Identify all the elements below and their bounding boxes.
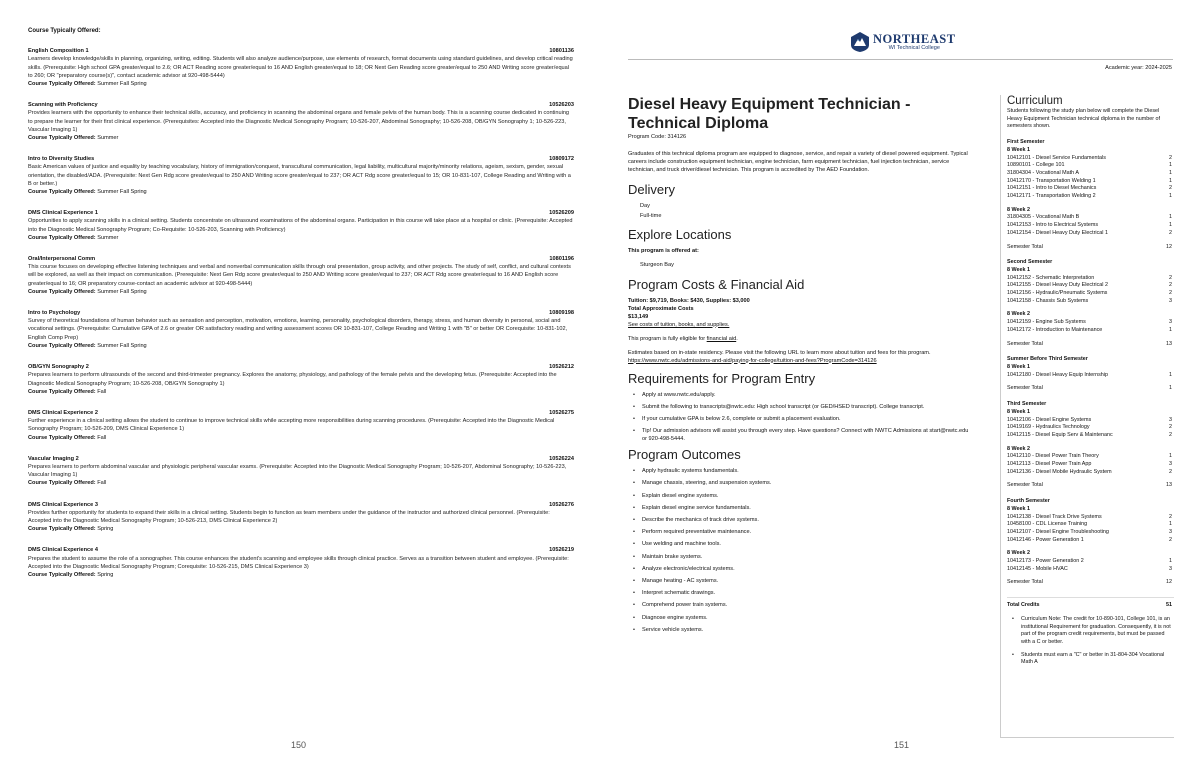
- curriculum-credits: 1: [1169, 371, 1172, 378]
- course-description: Prepares learners to perform ultrasounds of the second and third-trimester pregnancy. Explores the anatomy, physiology, and pathology of the female pelvis and the developing fetus. (Prerequisite: Accepted into the Diagnostic Medical Sonography Program; 10-526-208, OB/GYN Sonography 1): [28, 372, 557, 387]
- course-offered-label: Course Typically Offered:: [28, 480, 96, 487]
- curriculum-course: 10412170 - Transportation Welding 1: [1007, 177, 1096, 184]
- curriculum-credits: 3: [1169, 416, 1172, 423]
- curriculum-row: [1007, 230, 1174, 238]
- curriculum-course: 10412180 - Diesel Heavy Equip Internship: [1007, 371, 1108, 378]
- course-code: 10526224: [549, 455, 574, 462]
- curriculum-course: 10419169 - Hydraulics Technology: [1007, 424, 1090, 431]
- outcomes-heading: Program Outcomes: [628, 447, 741, 463]
- curriculum-row: [1007, 178, 1174, 186]
- curriculum-row: [1007, 514, 1174, 522]
- outcome-item: • Manage heating - AC systems.: [632, 577, 973, 585]
- semester-section: [1007, 259, 1174, 348]
- semester-total-label: Semester Total: [1007, 579, 1043, 586]
- curriculum-course: 10412173 - Power Generation 2: [1007, 558, 1084, 565]
- curriculum-credits: 2: [1169, 290, 1172, 297]
- curriculum-credits: 2: [1169, 513, 1172, 520]
- course-header: [28, 455, 574, 463]
- tuition-line: Tuition: $9,719, Books: $430, Supplies: $3,000: [628, 297, 750, 304]
- week-label: 8 Week 2: [1007, 445, 1030, 452]
- outcome-item: • Analyze electronic/electrical systems.: [632, 565, 973, 573]
- curriculum-credits: 1: [1169, 222, 1172, 229]
- outcome-item: • Diagnose engine systems.: [632, 614, 973, 622]
- semester-total-label: Semester Total: [1007, 243, 1043, 250]
- semester-section: [1007, 401, 1174, 490]
- curriculum-course: 10412158 - Chassis Sub Systems: [1007, 297, 1089, 304]
- course-name: DMS Clinical Experience 3: [28, 501, 98, 508]
- curriculum-heading: Curriculum: [1007, 95, 1063, 107]
- delivery-item: Day: [640, 203, 650, 209]
- course-entry: [28, 409, 574, 442]
- curriculum-row: [1007, 537, 1174, 545]
- header-divider: [628, 59, 1173, 60]
- outcome-item: • Interpret schematic drawings.: [632, 589, 973, 597]
- outcome-item: • Apply hydraulic systems fundamentals.: [632, 467, 973, 475]
- course-header: [28, 501, 574, 509]
- outcome-item: • Comprehend power train systems.: [632, 601, 973, 609]
- curriculum-credits: 3: [1169, 319, 1172, 326]
- course-offered-label: Course Typically Offered:: [28, 189, 96, 196]
- curriculum-row: [1007, 298, 1174, 306]
- curriculum-credits: 1: [1169, 162, 1172, 169]
- semester-section: [1007, 139, 1174, 251]
- curriculum-credits: 2: [1169, 424, 1172, 431]
- course-code: 10801196: [549, 256, 574, 263]
- curriculum-course: 10412172 - Introduction to Maintenance: [1007, 326, 1103, 333]
- logo-subtitle: WI Technical College: [888, 45, 940, 51]
- curriculum-credits: 2: [1169, 229, 1172, 236]
- outcome-item: • Use welding and machine tools.: [632, 540, 973, 548]
- course-entry: [28, 155, 574, 196]
- course-name: DMS Clinical Experience 1: [28, 210, 98, 217]
- course-name: Oral/Interpersonal Comm: [28, 256, 96, 263]
- curriculum-row: [1007, 566, 1174, 574]
- curriculum-row: [1007, 275, 1174, 283]
- locations-list: [628, 261, 973, 271]
- curriculum-row: [1007, 424, 1174, 432]
- curriculum-course: 10412154 - Diesel Heavy Duty Electrical 1: [1007, 229, 1108, 236]
- curriculum-note: • Students must earn a "C" or better in 31-804-304 Vocational Math A: [1011, 652, 1174, 667]
- curriculum-course: 10412115 - Diesel Equip Serv & Maintenanc: [1007, 431, 1113, 438]
- curriculum-row: [1007, 290, 1174, 298]
- outcome-item: • Manage chassis, steering, and suspension systems.: [632, 479, 973, 487]
- program-intro: Graduates of this technical diploma program are equipped to diagnose, service, and repair a variety of diesel powered equipment. Typical careers include construction equipment technician, engine technician, farm equipment technician, fuel injection technician, service technician, and truck driver/diesel technician. This program is accredited by The AED Foundation.: [628, 151, 968, 173]
- curriculum-course: 10412106 - Diesel Engine Systems: [1007, 416, 1092, 423]
- page-number: 150: [291, 740, 307, 750]
- course-name: Vascular Imaging 2: [28, 455, 79, 462]
- course-header: [28, 309, 574, 317]
- course-entry: [28, 209, 574, 242]
- course-code: 10526203: [549, 102, 574, 109]
- course-name: Scanning with Proficiency: [28, 102, 98, 109]
- requirement-item: • Submit the following to transcripts@nwtc.edu: High school transcript (or GED/HSED transcript). College transcript.: [632, 403, 973, 411]
- course-code: 10526212: [549, 364, 574, 371]
- program-details: [628, 95, 973, 638]
- course-code: 10809198: [549, 310, 574, 317]
- curriculum-credits: 3: [1169, 297, 1172, 304]
- course-entry: [28, 363, 574, 396]
- semester-total-value: 13: [1166, 482, 1172, 489]
- curriculum-credits: 3: [1169, 461, 1172, 468]
- course-offered-value: Fall: [97, 480, 107, 487]
- course-offered: [28, 571, 574, 579]
- curriculum-course: 10412113 - Diesel Power Train App: [1007, 461, 1092, 468]
- curriculum-row: [1007, 319, 1174, 327]
- curriculum-row: [1007, 417, 1174, 425]
- curriculum-row: [1007, 521, 1174, 529]
- semester-total-label: Semester Total: [1007, 385, 1043, 392]
- course-offered: [28, 80, 574, 88]
- course-offered-value: Spring: [97, 571, 114, 578]
- curriculum-row: [1007, 162, 1174, 170]
- course-entry: [28, 501, 574, 534]
- course-offered-label: Course Typically Offered:: [28, 434, 96, 441]
- curriculum-row: [1007, 170, 1174, 178]
- semester-total-value: 12: [1166, 243, 1172, 250]
- requirements-heading: Requirements for Program Entry: [628, 370, 816, 386]
- course-entry: [28, 309, 574, 350]
- curriculum-intro: Students following the study plan below will complete the Diesel Heavy Equipment Technician technical diploma in the number of semesters shown.: [1007, 108, 1161, 130]
- course-entry: [28, 455, 574, 488]
- semester-total-row: [1007, 341, 1174, 349]
- course-entry: [28, 546, 574, 579]
- course-description: Prepares learners to perform abdominal vascular and physiologic peripheral vascular exams. (Prerequisite: Accepted into the Diagnostic Medical Sonography Program; 10-526-207, Abdominal Sonography; 10-526-223, Vascular Imaging 1): [28, 463, 567, 479]
- curriculum-course: 10458100 - CDL License Training: [1007, 521, 1088, 528]
- total-costs-value: $13,149: [628, 313, 649, 320]
- estimate-note: Estimates based on in-state residency. Please visit the following URL to learn more about tuition and fees for this program.: [628, 349, 931, 356]
- semester-total-label: Semester Total: [1007, 340, 1043, 347]
- course-offered: [28, 234, 574, 242]
- curriculum-credits: 1: [1169, 214, 1172, 221]
- curriculum-course: 10412156 - Hydraulic/Pneumatic Systems: [1007, 290, 1108, 297]
- course-offered-label: Course Typically Offered:: [28, 135, 96, 142]
- course-code: 10526275: [549, 409, 574, 416]
- course-code: 10801136: [549, 48, 574, 55]
- requirements-list: [628, 391, 973, 444]
- semester-total-row: [1007, 579, 1174, 587]
- curriculum-row: [1007, 193, 1174, 201]
- course-offered: [28, 134, 574, 142]
- curriculum-course: 31804305 - Vocational Math B: [1007, 214, 1080, 221]
- course-offered-label: Course Typically Offered:: [28, 526, 96, 533]
- program-code: Program Code: 314126: [628, 134, 687, 140]
- course-offered: [28, 188, 574, 196]
- total-credits-label: Total Credits: [1007, 602, 1040, 609]
- course-offered: [28, 479, 574, 487]
- week-label: 8 Week 1: [1007, 363, 1030, 370]
- week-label: 8 Week 1: [1007, 408, 1030, 415]
- course-name: Intro to Diversity Studies: [28, 156, 95, 163]
- course-header: [28, 255, 574, 263]
- course-name: DMS Clinical Experience 4: [28, 547, 98, 554]
- course-offered-label: Course Typically Offered:: [28, 288, 96, 295]
- curriculum-credits: 1: [1169, 326, 1172, 333]
- course-description: Survey of theoretical foundations of human behavior such as sensation and perception, motivation, emotions, learning, personality, psychological disorders, therapy, stress, and human diversity in personal, social and vocational settings. (Prerequisite: Cumulative GPA of 2.6 or greater OR satisfactory reading and writing assessment scores OR 10-831-107, College Reading and Writing 1 with "B" or better OR Corequisite: 10-831-102, English Comp Prep): [28, 318, 568, 341]
- curriculum-row: [1007, 461, 1174, 469]
- semester-total-label: Semester Total: [1007, 482, 1043, 489]
- curriculum-credits: 1: [1169, 169, 1172, 176]
- program-title: Diesel Heavy Equipment Technician - Technical Diploma: [628, 96, 911, 132]
- curriculum-row: [1007, 529, 1174, 537]
- course-offered-label: Course Typically Offered:: [28, 571, 96, 578]
- total-costs-label: Total Approximate Costs: [628, 305, 694, 312]
- total-credits-row: [1007, 597, 1174, 610]
- outcome-item: • Explain diesel engine systems.: [632, 492, 973, 500]
- course-entry: [28, 47, 574, 88]
- week-label: 8 Week 2: [1007, 311, 1030, 318]
- course-offered-value: Summer Fall Spring: [97, 342, 147, 349]
- course-header: [28, 363, 574, 371]
- course-offered-label: Course Typically Offered:: [28, 388, 96, 395]
- course-description: Provides learners with the opportunity to enhance their technical skills, accuracy, and proficiency in scanning the abdominal organs and female pelvis of the human body. This is a scanning course dedicated in continuing to prepare the learner for their first clinical experience. (Prerequisites: Accepted into the Diagnostic Medical Sonography Program; 10-526-207, Abdominal Sonography; 10-526-208, OB/GYN Sonography 1; 10-526-223, Vascular Imaging 1): [28, 110, 570, 133]
- semester-name: Third Semester: [1007, 401, 1047, 408]
- location-item: Sturgeon Bay: [640, 262, 674, 268]
- course-name: Intro to Psychology: [28, 310, 81, 317]
- costs-link[interactable]: See costs of tuition, books, and supplies.: [628, 321, 730, 328]
- course-offered-value: Fall: [97, 388, 107, 395]
- locations-heading: Explore Locations: [628, 227, 732, 242]
- week-label: 8 Week 2: [1007, 550, 1030, 557]
- course-header: [28, 409, 574, 417]
- course-header: [28, 209, 574, 217]
- tuition-url-link[interactable]: https://www.nwtc.edu/admissions-and-aid/paying-for-college/tuition-and-fees?ProgramCode=314126: [628, 357, 877, 364]
- course-offered-value: Summer Fall Spring: [97, 81, 147, 88]
- curriculum-row: [1007, 282, 1174, 290]
- semester-total-row: [1007, 385, 1174, 393]
- financial-aid-link[interactable]: financial aid: [706, 335, 737, 342]
- logo-name: NORTHEAST: [873, 32, 956, 46]
- course-description: Provides further opportunity for students to expand their skills in a clinical setting. Students begin to function as team members under the guidance of the instructor and authorized clinical personnel. (Prerequisite: Accepted into the Diagnostic Medical Sonography Program; 10-526-213, DMS Clinical Experience 2): [28, 509, 550, 524]
- course-offered-value: Summer: [97, 135, 119, 142]
- curriculum-row: [1007, 214, 1174, 222]
- course-code: 10526276: [549, 501, 574, 508]
- outcome-item: • Explain diesel engine service fundamentals.: [632, 504, 973, 512]
- offered-at-label: This program is offered at:: [628, 248, 699, 254]
- curriculum-notes: [1007, 616, 1174, 667]
- course-list: [28, 27, 574, 592]
- semester-total-value: 12: [1166, 579, 1172, 586]
- curriculum-course: 10412155 - Diesel Heavy Duty Electrical 2: [1007, 282, 1108, 289]
- outcome-item: • Perform required preventative maintenance.: [632, 528, 973, 536]
- curriculum-course: 10412145 - Mobile HVAC: [1007, 565, 1068, 572]
- right-page: [600, 0, 1200, 776]
- course-offered-value: Spring: [97, 526, 114, 533]
- course-offered: [28, 342, 574, 350]
- course-offered-value: Summer Fall Spring: [97, 288, 147, 295]
- course-entry: [28, 255, 574, 296]
- course-offered-value: Fall: [97, 434, 107, 441]
- semester-total-value: 13: [1166, 340, 1172, 347]
- curriculum-credits: 2: [1169, 185, 1172, 192]
- week-label: 8 Week 2: [1007, 206, 1030, 213]
- curriculum-row: [1007, 185, 1174, 193]
- curriculum-credits: 3: [1169, 565, 1172, 572]
- course-offered-value: Summer Fall Spring: [97, 189, 147, 196]
- curriculum-credits: 1: [1169, 177, 1172, 184]
- curriculum-credits: 2: [1169, 536, 1172, 543]
- curriculum-course: 10412171 - Transportation Welding 2: [1007, 193, 1096, 200]
- outcome-item: • Maintain brake systems.: [632, 553, 973, 561]
- curriculum-credits: 1: [1169, 453, 1172, 460]
- semester-section: [1007, 356, 1174, 393]
- course-code: 10526219: [549, 547, 574, 554]
- outcome-item: • Describe the mechanics of track drive systems.: [632, 516, 973, 524]
- curriculum-row: [1007, 327, 1174, 335]
- course-name: OB/GYN Sonography 2: [28, 364, 89, 371]
- requirement-item: • Apply at www.nwtc.edu/apply.: [632, 391, 973, 399]
- curriculum-credits: 1: [1169, 193, 1172, 200]
- course-code: 10526209: [549, 210, 574, 217]
- curriculum-row: [1007, 469, 1174, 477]
- course-list-heading: Course Typically Offered:: [28, 28, 101, 34]
- course-offered-value: Summer: [97, 234, 119, 241]
- academic-year: Academic year: 2024-2025: [1105, 65, 1172, 71]
- course-offered: [28, 525, 574, 533]
- logo: [850, 31, 956, 53]
- semester-total-row: [1007, 244, 1174, 252]
- course-description: Prepares the student to assume the role of a sonographer. This course enhances the student's scanning and employee skills through clinical practice. Serves as a transition between student and employee. (Prerequisite: Accepted into the Diagnostic Medical Sonography Program; Corequisite: 10-526-215, DMS Clinical Experience 3): [28, 555, 569, 570]
- course-name: English Composition 1: [28, 48, 89, 55]
- curriculum-credits: 1: [1169, 558, 1172, 565]
- curriculum-sidebar: [1000, 95, 1174, 738]
- curriculum-course: 10412107 - Diesel Engine Troubleshooting: [1007, 528, 1109, 535]
- course-offered-label: Course Typically Offered:: [28, 342, 96, 349]
- semester-name: Fourth Semester: [1007, 498, 1050, 505]
- semester-section: [1007, 498, 1174, 587]
- course-header: [28, 47, 574, 55]
- curriculum-course: 10412153 - Intro to Electrical Systems: [1007, 222, 1099, 229]
- course-offered: [28, 434, 574, 442]
- course-description: This course focuses on developing effective listening techniques and verbal and nonverbal communication skills through oral presentation, group activity, and other projects. The study of self, conflict, and cultural contexts will be explored, as well as their impact on communication. (Prerequisite: Next Gen Rdg score greater/equal to 250 AND Writing score greater/equal to 237; OR ACT Rdg score greater/equal to 16 AND English score greater/equal to 16; OR preparatory course-contact an academic advisor at 920-498-5444): [28, 264, 571, 287]
- curriculum-credits: 2: [1169, 468, 1172, 475]
- course-offered-label: Course Typically Offered:: [28, 234, 96, 241]
- course-offered-label: Course Typically Offered:: [28, 81, 96, 88]
- curriculum-course: 10890101 - College 101: [1007, 162, 1065, 169]
- week-label: 8 Week 1: [1007, 266, 1030, 273]
- course-offered: [28, 288, 574, 296]
- course-name: DMS Clinical Experience 2: [28, 409, 98, 416]
- college-logo-icon: [850, 31, 870, 53]
- semester-name: Summer Before Third Semester: [1007, 356, 1088, 363]
- semesters-container: [1007, 139, 1174, 587]
- week-label: 8 Week 1: [1007, 505, 1030, 512]
- curriculum-course: 10412159 - Engine Sub Systems: [1007, 319, 1086, 326]
- curriculum-credits: 2: [1169, 154, 1172, 161]
- curriculum-credits: 2: [1169, 282, 1172, 289]
- curriculum-course: 10412110 - Diesel Power Train Theory: [1007, 453, 1099, 460]
- curriculum-row: [1007, 432, 1174, 440]
- course-entry: [28, 101, 574, 142]
- curriculum-course: 10412101 - Diesel Service Fundamentals: [1007, 154, 1106, 161]
- curriculum-note: • Curriculum Note: The credit for 10-890-101, College 101, is an institutional Requirement for graduation. Consequently, it is not part of the program credit requirements, but must be passed with a C or better.: [1011, 616, 1174, 647]
- curriculum-course: 10412138 - Diesel Track Drive Systems: [1007, 513, 1102, 520]
- week-label: 8 Week 1: [1007, 146, 1030, 153]
- course-description: Further experience in a clinical setting allows the student to continue to improve technical skills while accepting more responsibilities during scanning procedures. (Prerequisite: Accepted into the Diagnostic Medical Sonography Program; 10-526-209, DMS Clinical Experience 1): [28, 418, 555, 433]
- semester-name: Second Semester: [1007, 259, 1053, 266]
- outcomes-list: [628, 467, 973, 633]
- curriculum-row: [1007, 453, 1174, 461]
- course-header: [28, 101, 574, 109]
- semester-total-row: [1007, 482, 1174, 490]
- course-header: [28, 155, 574, 163]
- course-code: 10809172: [549, 156, 574, 163]
- course-description: Opportunities to apply scanning skills in a clinical setting. Students concentrate on ultrasound examinations of the abdominal organs. Participation in this course will take place at a hospital or clinic. (Prerequisite: Accepted into the Diagnostic Medical Sonography Program; Co-Requisite: 10-526-203, Scanning with Proficiency): [28, 218, 573, 233]
- semester-total-value: 1: [1169, 385, 1172, 392]
- financial-aid-line: This program is fully eligible for financial aid.: [628, 335, 738, 342]
- curriculum-credits: 2: [1169, 274, 1172, 281]
- semester-name: First Semester: [1007, 139, 1045, 146]
- requirement-item: • Tip! Our admission advisors will assist you through every step. Have questions? Connect with NWTC Admissions at start@nwtc.edu or 920-498-5444.: [632, 427, 973, 443]
- outcome-item: • Service vehicle systems.: [632, 626, 973, 634]
- delivery-list: [628, 202, 973, 221]
- course-header: [28, 546, 574, 554]
- course-offered: [28, 388, 574, 396]
- courses-container: [28, 47, 574, 579]
- curriculum-row: [1007, 155, 1174, 163]
- total-credits-value: 51: [1166, 602, 1172, 609]
- delivery-heading: Delivery: [628, 182, 675, 197]
- curriculum-course: 10412152 - Schematic Interpretation: [1007, 274, 1095, 281]
- curriculum-row: [1007, 558, 1174, 566]
- delivery-item: Full-time: [640, 212, 662, 219]
- page-number: 151: [894, 740, 910, 750]
- curriculum-course: 31804304 - Vocational Math A: [1007, 169, 1079, 176]
- requirement-item: • If your cumulative GPA is below 2.6, complete or submit a placement evaluation.: [632, 415, 973, 423]
- curriculum-course: 10412136 - Diesel Mobile Hydraulic System: [1007, 468, 1112, 475]
- curriculum-course: 10412151 - Intro to Diesel Mechanics: [1007, 185, 1097, 192]
- curriculum-row: [1007, 222, 1174, 230]
- curriculum-credits: 1: [1169, 521, 1172, 528]
- costs-heading: Program Costs & Financial Aid: [628, 276, 805, 292]
- course-description: Basic American values of justice and equality by teaching vocabulary, history of immigration/conquest, transcultural communication, legal liability, multicultural majority/minority relations, ageism, sexism, gender, sexual orientation, the disabled/ADA. (Prerequisite: Next Gen Rdg score greater/equal to 250 AND Writing score greater/equal to 237; OR ACT Rdg score greater/equal to 15; OR 10-831-107, College Reading and Writing with a B or better.): [28, 164, 571, 187]
- curriculum-credits: 3: [1169, 528, 1172, 535]
- curriculum-credits: 2: [1169, 431, 1172, 438]
- curriculum-row: [1007, 372, 1174, 380]
- course-description: Learners develop knowledge/skills in planning, organizing, writing, editing. Students will also analyze audience/purpose, use elements of research, format documents using standard guidelines, and develop critical reading skills. (Prerequisite: High school GPA greater/equal to 2.6; OR ACT Reading score greater/equal to 16 AND English greater/equal to 18; OR Next Gen Reading score greater/equal to 250 AND Writing score greater/equal to 260; OR "preparatory course(s)", contact academic advisor at 920-498-5444): [28, 56, 573, 79]
- curriculum-course: 10412146 - Power Generation 1: [1007, 536, 1084, 543]
